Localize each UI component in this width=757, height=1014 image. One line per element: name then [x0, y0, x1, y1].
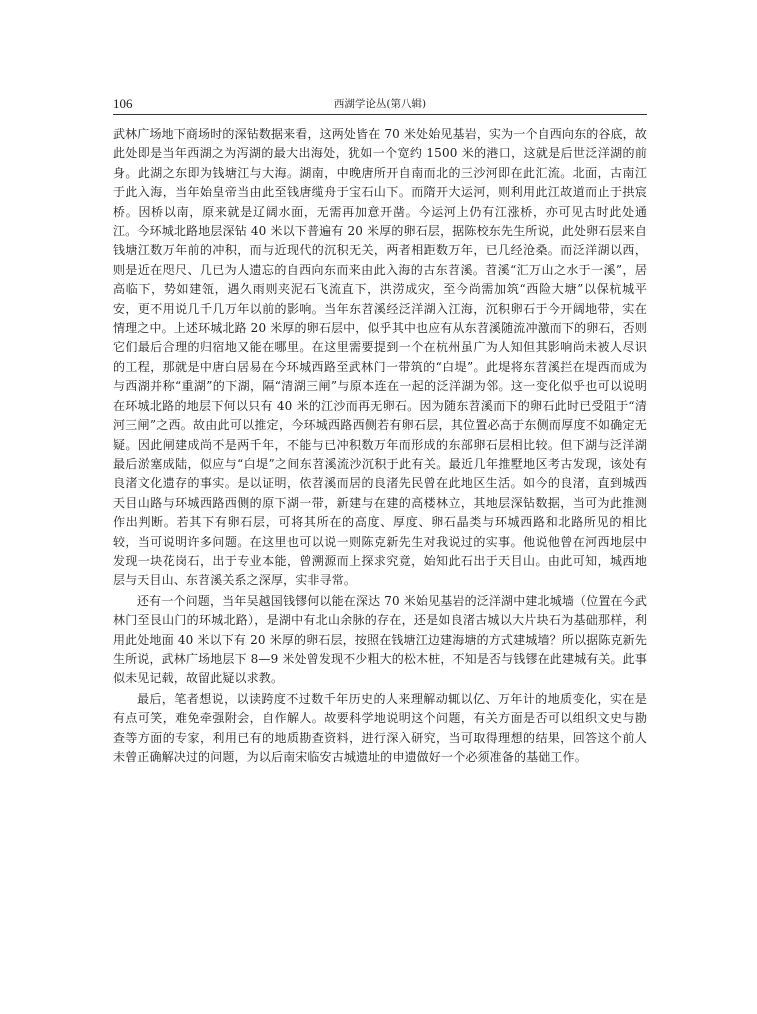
article-body [113, 125, 647, 768]
paragraph-1: 武林广场地下商场时的深钻数据来看，这两处皆在 70 米处始见基岩，实为一个自西向东的谷底，故此处即是当年西湖之为泻湖的最大出海处，犹如一个宽约 1500 米的港口，这就是后世泛洋湖的前身。此湖之东即为钱塘江与大海。湖南，中晚唐所开自南而北的三沙河即在此汇流。北面，古南江于此入海，当年始皇帝当由此至钱唐缆舟于宝石山下。而隋开大运河，则利用此江故道而止于拱宸桥。因桥以南，原来就是辽阔水面，无需再加意开凿。今运河上仍有江涨桥，亦可见古时此处通江。今环城北路地层深钻 40 米以下普遍有 20 米厚的卵石层，据陈校东先生所说，此处卵石层来自钱塘江数万年前的冲积，而与近现代的沉积无关，两者相距数万年，已几经沧桑。而泛洋湖以西，则是近在咫尺、几已为人遗忘的自西向东而来由此入海的古东苕溪。苕溪“汇万山之水于一溪”，居高临下，势如建瓴，遇久雨则夹泥石飞流直下，洪涝成灾，至今尚需加筑“西险大塘”以保杭城平安，更不用说几千几万年以前的影响。当年东苕溪经泛洋湖入江海，沉积卵石于今开阔地带，实在情理之中。上述环城北路 20 米厚的卵石层中，似乎其中也应有从东苕溪随流冲激而下的卵石，否则它们最后合理的归宿地又能在哪里。在这里需要提到一个在杭州虽广为人知但其影响尚未被人尽识的工程，那就是中唐白居易在今环城西路至武林门一带筑的“白堤”。此堤将东苕溪拦在堤西而成为与西湖并称“重湖”的下湖，隔“清湖三闸”与原本连在一起的泛洋湖为邻。这一变化似乎也可以说明在环城北路的地层下何以只有 40 米的江沙而再无卵石。因为随东苕溪而下的卵石此时已受阻于“清河三闸”之西。故由此可以推定，今环城西路西侧若有卵石层，其位置必高于东侧而厚度不如确定无疑。因此闸建成尚不是两千年，不能与已冲积数万年而形成的东部卵石层相比较。但下湖与泛洋湖最后淤塞成陆，似应与“白堤”之间东苕溪流沙沉积于此有关。最近几年推墅地区考古发现，该处有良渚文化遗存的事实。是以证明，依苕溪而居的良渚先民曾在此地区生活。如今的良渚，直到城西天目山路与环城西路西侧的原下湖一带，新建与在建的高楼林立，其地层深钻数据，当可为此推测作出判断。若其下有卵石层，可将其所在的高度、厚度、卵石晶类与环城西路和北路所见的相比较，当可说明许多问题。在这里也可以说一则陈克新先生对我说过的实事。他说他曾在河西地层中发现一块花岗石，出于专业本能，曾溯源而上探求究竟，始知此石出于天目山。由此可知，城西地层与天目山、东苕溪关系之深厚，实非寻常。 [113, 127, 647, 588]
journal-title: 西湖学论丛(第八辑) [333, 98, 427, 110]
page-number: 106 [113, 96, 133, 111]
paragraph-2: 还有一个问题，当年吴越国钱镠何以能在深达 70 米始见基岩的泛洋湖中建北城墙（位置在今武林门至艮山门的环城北路），是湖中有北山余脉的存在，还是如良渚古城以大片块石为基础那样，利用此处地面 40 米以下有 20 米厚的卵石层，按照在钱塘江边建海塘的方式建城墙？所以据陈克新先生所说，武林广场地层下 8—9 米处曾发现不少粗大的松木桩，不知是否与钱镠在此建城有关。此事似未见记载，故留此疑以求教。 [113, 593, 647, 686]
running-header [113, 96, 647, 115]
paragraph-3: 最后，笔者想说，以读跨度不过数千年历史的人来理解动辄以亿、万年计的地质变化，实在是有点可笑，难免牵强附会，自作解人。故要科学地说明这个问题，有关方面是否可以组织文史与勘查等方面的专家，利用已有的地质勘查资料，进行深入研究，当可取得理想的结果，回答这个前人未曾正确解决过的问题，为以后南宋临安古城遗址的申遗做好一个必须准备的基础工作。 [113, 691, 647, 764]
